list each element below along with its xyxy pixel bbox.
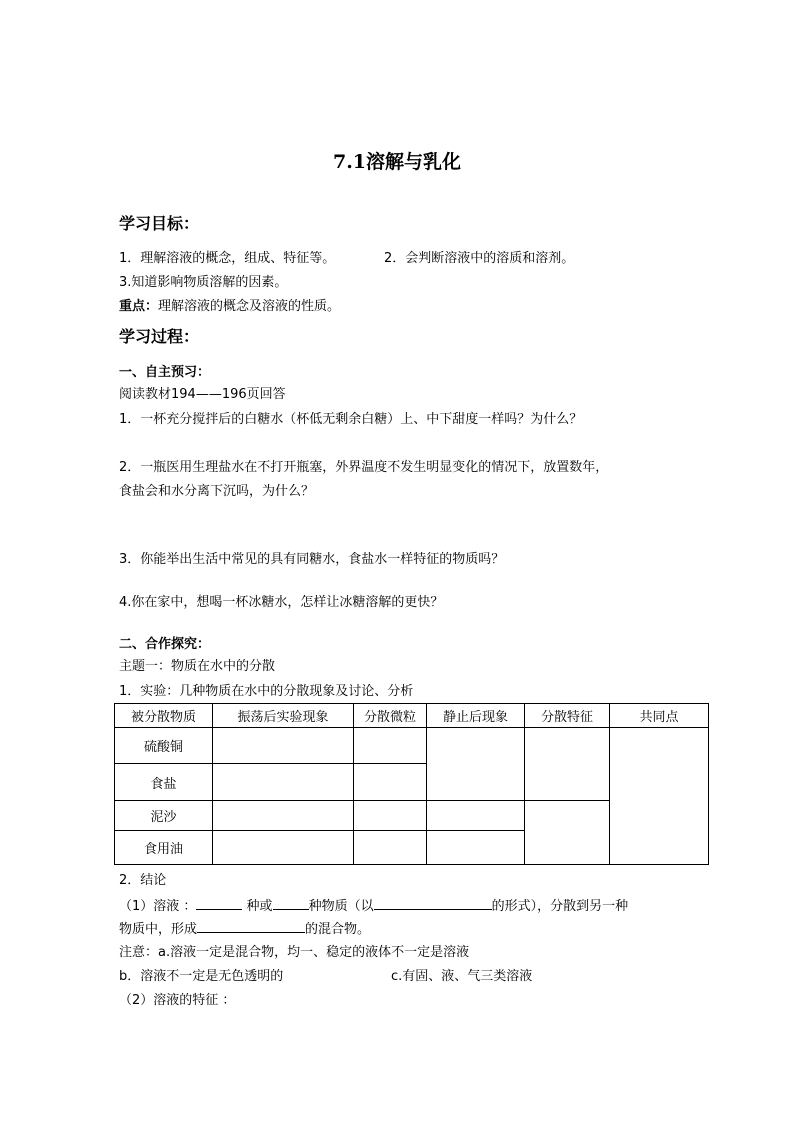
document-title: 7.1溶解与乳化	[332, 151, 462, 173]
feature-cell	[525, 801, 610, 865]
observation-cell	[213, 801, 354, 831]
objective-2-text: 2．会判断溶液中的溶质和溶剂。	[384, 251, 575, 266]
objective-1-text: 1．理解溶液的概念，组成、特征等。	[119, 251, 336, 266]
note-c: c.有固、液、气三类溶液	[391, 969, 533, 984]
conclusion-1-text: 的形式），分散到另一种	[491, 899, 629, 914]
particle-cell	[354, 801, 427, 831]
conclusion-1-line-1	[119, 895, 628, 917]
topic-1: 主题一：物质在水中的分散	[119, 659, 276, 674]
observation-cell	[213, 764, 354, 801]
conclusion-1-prefix: （1）溶液 ：	[119, 899, 197, 914]
answer-blank[interactable]	[273, 895, 309, 910]
question-3: 3．你能举出生活中常见的具有同糖水，食盐水一样特征的物质吗？	[119, 552, 505, 567]
question-2-line-2: 食盐会和水分离下沉吗，为什么？	[119, 484, 315, 499]
question-4: 4.你在家中，想喝一杯冰糖水，怎样让冰糖溶解的更快？	[119, 595, 444, 610]
question-1: 1．一杯充分搅拌后的白糖水（杯低无剩余白糖）上、中下甜度一样吗？为什么？	[119, 412, 583, 427]
note-a: 注意：a.溶液一定是混合物，均一、稳定的液体不一定是溶液	[119, 945, 470, 960]
table-header: 分散特征	[525, 704, 610, 728]
conclusion-1-text: 的混合物。	[305, 922, 371, 937]
key-point	[119, 297, 340, 317]
conclusion-1-line-2	[119, 918, 370, 940]
settled-cell	[427, 728, 525, 801]
conclusion-2: （2）溶液的特征 ：	[119, 993, 236, 1008]
table-header: 被分散物质	[115, 704, 213, 728]
substance-cell: 食用油	[115, 831, 213, 865]
key-point-label: 重点：	[119, 299, 159, 314]
objectives-heading: 学习目标：	[119, 214, 200, 233]
settled-cell	[427, 801, 525, 831]
process-heading: 学习过程：	[119, 327, 200, 346]
answer-blank[interactable]	[196, 895, 242, 910]
table-header: 静止后现象	[427, 704, 525, 728]
table-header: 振荡后实验现象	[213, 704, 354, 728]
settled-cell	[427, 831, 525, 865]
note-b: b．溶液不一定是无色透明的	[119, 969, 284, 984]
conclusion-heading: 2．结论	[119, 873, 167, 888]
answer-blank[interactable]	[197, 918, 305, 933]
conclusion-1-text: 种或	[246, 899, 273, 914]
experiment-title: 1．实验：几种物质在水中的分散现象及讨论、分析	[119, 684, 414, 699]
table-header: 分散微粒	[354, 704, 427, 728]
objective-1	[119, 249, 575, 269]
common-cell	[610, 728, 709, 865]
experiment-table	[114, 703, 709, 865]
table-row	[115, 728, 709, 764]
note-b-c	[119, 967, 533, 987]
substance-cell: 泥沙	[115, 801, 213, 831]
particle-cell	[354, 831, 427, 865]
conclusion-1-text: 种物质（以	[308, 899, 374, 914]
reading-instruction: 阅读教材194——196页回答	[119, 387, 286, 402]
answer-blank[interactable]	[374, 895, 492, 910]
table-header-row	[115, 704, 709, 728]
particle-cell	[354, 764, 427, 801]
substance-cell: 食盐	[115, 764, 213, 801]
feature-cell	[525, 728, 610, 801]
table-header: 共同点	[610, 704, 709, 728]
objective-3: 3.知道影响物质溶解的因素。	[119, 275, 288, 290]
conclusion-1-text: 物质中，形成	[119, 922, 198, 937]
preview-heading: 一、自主预习：	[119, 365, 211, 380]
question-2-line-1: 2．一瓶医用生理盐水在不打开瓶塞，外界温度不发生明显变化的情况下，放置数年，	[119, 460, 609, 475]
key-point-text: 理解溶液的概念及溶液的性质。	[158, 299, 341, 314]
observation-cell	[213, 728, 354, 764]
explore-heading: 二、合作探究：	[119, 637, 211, 652]
particle-cell	[354, 728, 427, 764]
substance-cell: 硫酸铜	[115, 728, 213, 764]
observation-cell	[213, 831, 354, 865]
